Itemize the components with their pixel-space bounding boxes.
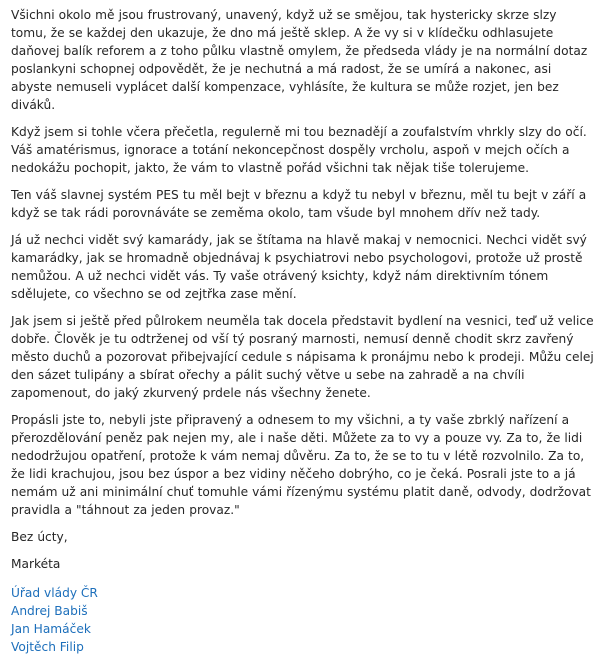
recipient-link-andrej-babis[interactable]: Andrej Babiš bbox=[11, 604, 88, 618]
paragraph-6: Propásli jste to, nebyli jste připravený a odnesem to my všichni, a ty vaše zbrklý nařízení a přerozdělování peněz pak nejen my, ale i naše děti. Můžete za to vy a pouze vy. Za to, že lidi nedodržujou opatření, protože k vám nemaj důvěru. Za to, že se to tu v létě rozvolnilo. Za to, že lidi krachujou, jsou bez úspor a bez vidiny něčeho dobrýho, co je čeká. Posrali jste to a já nemám už ani minimální chuť tomuhle vámi řízenýmu systému platit daně, odvody, dodržovat pravidla a "táhnout za jeden provaz." bbox=[11, 413, 591, 517]
paragraph-1: Všichni okolo mě jsou frustrovaný, unavený, když už se smějou, tak hystericky skrze slzy tomu, že se každej den ukazuje, že dno má ještě sklep. A že vy si v klídečku odhlasujete daňovej balík reforem a z toho půlku vlastně omylem, že předseda vlády je na normální dotaz poslankyni schopnej odpovědět, že je nechutná a má radost, že se umírá a nakonec, asi abyste nemuseli vyplácet další kompenzace, vyhlásíte, že kultura se může rozjet, jen bez diváků. bbox=[11, 8, 588, 112]
recipient-link-urad-vlady[interactable]: Úřad vlády ČR bbox=[11, 586, 98, 600]
recipient-link-jan-hamacek[interactable]: Jan Hamáček bbox=[11, 622, 91, 636]
paragraph-2: Když jsem si tohle včera přečetla, regulerně mi tou beznadějí a zoufalstvím vhrkly slzy do očí. Váš amatérismus, ignorace a totání nekoncepčnost dospěly vrcholu, aspoň v mejch očích a nedokážu pochopit, jakto, že vám to vlastně pořád všichni tak nějak tiše tolerujeme. bbox=[11, 125, 587, 175]
paragraph-5: Jak jsem si ještě před půlrokem neuměla tak docela představit bydlení na vesnici, teď už velice dobře. Člověk je tu odtrženej od vší tý posraný marnosti, nemusí denně chodit skrz zavřený město duchů a pozorovat přibejvající cedule s nápisama k pronájmu nebo k prodeji. Můžu celej den sázet tulipány a sbírat ořechy a pálit suchý větve u sebe na zahradě a na chvíli zapomenout, do jaký zkurvený prdele nás všechny ženete. bbox=[11, 314, 594, 400]
recipient-links bbox=[11, 584, 595, 656]
signature: Markéta bbox=[11, 557, 61, 571]
recipient-link-vojtech-filip[interactable]: Vojtěch Filip bbox=[11, 640, 84, 654]
paragraph-4: Já už nechci vidět svý kamarády, jak se štítama na hlavě makaj v nemocnici. Nechci vidět svý kamarádky, jak se hromadně objednávaj k psychiatrovi nebo psychologovi, protože už prostě nemůžou. A už nechci vidět vás. Ty vaše otrávený ksichty, když nám direktivním tónem sdělujete, co všechno se od zejtřka zase mění. bbox=[11, 233, 587, 301]
paragraph-3: Ten váš slavnej systém PES tu měl bejt v březnu a když tu nebyl v březnu, měl tu bejt v září a když se tak rádi porovnáváte se zeměma okolo, tam všude byl mnohem dřív než tady. bbox=[11, 188, 587, 220]
closing-line: Bez úcty, bbox=[11, 530, 68, 544]
letter-body bbox=[11, 6, 595, 656]
